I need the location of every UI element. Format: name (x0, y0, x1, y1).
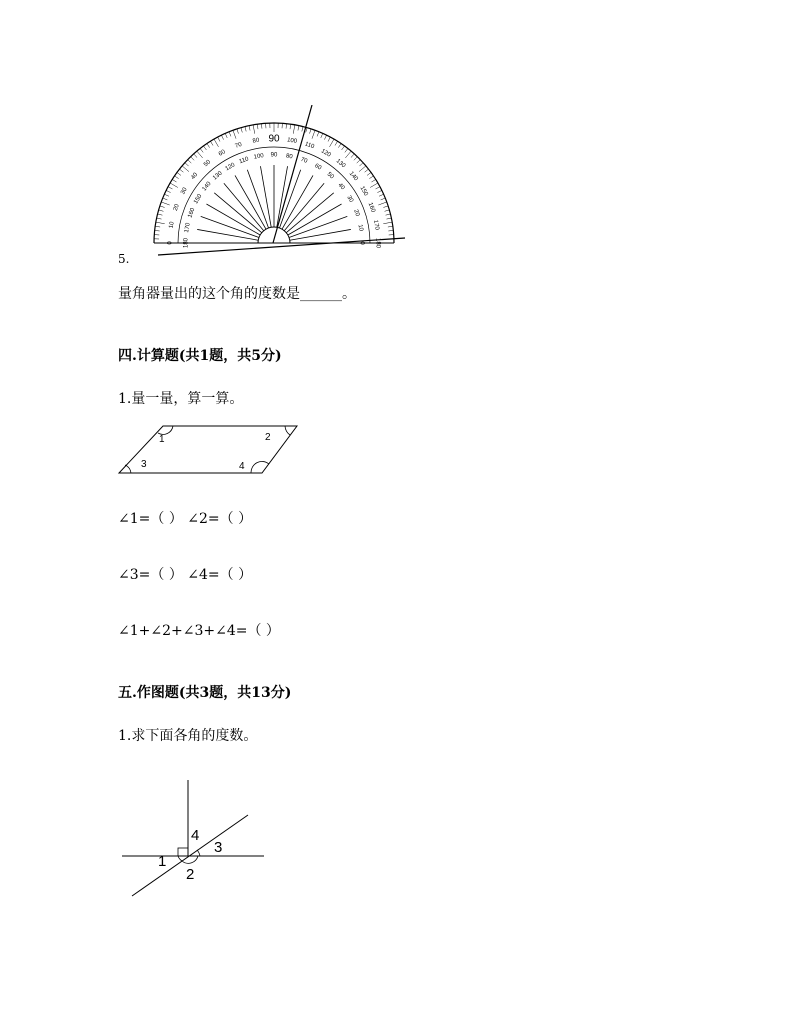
protractor-radial-line (289, 216, 347, 237)
protractor-outer-label: 120 (319, 148, 332, 159)
protractor-tick (225, 133, 227, 138)
protractor-tick (351, 154, 354, 158)
protractor-tick (321, 133, 323, 138)
protractor-tick (188, 160, 192, 163)
protractor-radial-line (260, 166, 271, 227)
angle-ray-base (158, 238, 405, 255)
protractor-outer-label: 160 (366, 201, 376, 214)
angle-arc-2 (285, 426, 290, 435)
protractor-tick (385, 210, 390, 211)
protractor-radial-line (290, 229, 351, 240)
protractor-inner-label: 150 (193, 193, 204, 206)
protractor-tick (261, 124, 262, 129)
section-4-question-1-prompt: 1.量一量，算一算。 (118, 391, 244, 407)
protractor-tick (372, 179, 376, 182)
protractor-tick (253, 125, 255, 134)
protractor-tick (370, 183, 378, 188)
protractor-outer-label: 0 (167, 241, 174, 245)
protractor-inner-label: 80 (285, 153, 293, 161)
protractor-tick (381, 198, 386, 200)
protractor-inner-label: 100 (253, 153, 265, 161)
protractor-inner-label: 130 (212, 170, 224, 182)
protractor-outer-label: 90 (268, 133, 280, 145)
figure-angle-label-3: 3 (214, 839, 223, 856)
section-4-heading: 四.计算题(共1题，共5分) (118, 348, 282, 364)
angle-ray-side (270, 105, 312, 243)
protractor-tick (383, 222, 392, 224)
protractor-tick (338, 144, 341, 148)
protractor-inner-label: 160 (187, 207, 197, 219)
protractor-tick (335, 141, 338, 145)
protractor-outer-label: 50 (203, 159, 213, 169)
protractor-tick (310, 129, 312, 134)
protractor-tick (369, 176, 373, 179)
protractor-outer-label: 60 (217, 149, 227, 158)
parallelogram-figure (115, 422, 305, 480)
angle-label-1: 1 (159, 434, 165, 445)
angle-answer-line-1: ∠1=（ ） ∠2=（ ） (118, 511, 253, 527)
protractor-tick (166, 190, 170, 192)
protractor-tick (158, 214, 163, 215)
protractor-inner-label: 10 (356, 224, 364, 232)
protractor-tick (155, 226, 160, 227)
protractor-tick (170, 183, 178, 188)
protractor-inner-label: 70 (299, 156, 309, 165)
angle-arc-1 (178, 856, 182, 861)
protractor-inner-label: 60 (313, 163, 323, 172)
protractor-tick (377, 190, 381, 192)
intersecting-lines-figure (118, 778, 270, 900)
protractor-outer-label: 20 (172, 203, 181, 212)
protractor-tick (182, 166, 189, 172)
protractor-tick (218, 137, 220, 141)
figure-angle-label-1: 1 (158, 853, 167, 870)
protractor-tick (376, 187, 380, 189)
protractor-tick (379, 194, 384, 196)
protractor-tick (386, 218, 391, 219)
protractor-outer-label: 150 (358, 185, 369, 198)
protractor-inner-label: 110 (238, 156, 250, 166)
protractor-tick (160, 206, 165, 208)
protractor-inner-label: 90 (270, 152, 278, 159)
protractor-tick (229, 132, 231, 137)
protractor-tick (207, 144, 210, 148)
protractor-tick (302, 127, 303, 132)
protractor-tick (233, 130, 236, 138)
right-angle-marker (178, 848, 188, 856)
figure-angle-label-2: 2 (186, 866, 195, 883)
protractor-outer-label: 70 (234, 141, 243, 150)
protractor-inner-label: 170 (184, 222, 192, 234)
protractor-outer-label: 170 (372, 219, 380, 231)
protractor-tick (177, 172, 181, 175)
protractor-tick (286, 124, 287, 129)
protractor-outer-label: 140 (347, 170, 359, 183)
protractor-radial-line (279, 170, 300, 228)
protractor-inner-label: 140 (201, 181, 213, 193)
protractor-inner-label: 40 (336, 182, 346, 192)
figure-angle-label-4: 4 (191, 827, 200, 844)
protractor-tick (354, 157, 357, 161)
protractor-tick (365, 169, 369, 172)
question-5-text: 量角器量出的这个角的度数是______。 (118, 286, 356, 302)
protractor-outer-label: 110 (303, 141, 315, 151)
angle-label-2: 2 (265, 432, 271, 443)
protractor-tick (383, 206, 388, 208)
protractor-tick (359, 163, 363, 166)
protractor-tick (161, 202, 169, 205)
protractor-tick (157, 218, 162, 219)
angle-arc-3 (197, 850, 200, 856)
protractor-tick (342, 146, 345, 150)
protractor-tick (293, 125, 295, 134)
protractor-inner-label: 30 (345, 194, 354, 204)
protractor-outer-label: 80 (252, 137, 260, 145)
protractor-tick (324, 135, 326, 139)
protractor-tick (175, 176, 179, 179)
protractor-tick (378, 202, 386, 205)
protractor-tick (249, 126, 250, 131)
protractor-radial-line (197, 229, 258, 240)
protractor-tick (312, 130, 315, 138)
protractor-tick (345, 148, 348, 152)
protractor-tick (345, 151, 351, 158)
protractor-inner-label: 0 (358, 241, 365, 245)
protractor-tick (168, 187, 172, 189)
protractor-tick (159, 210, 164, 211)
protractor-tick (388, 230, 393, 231)
protractor-tick (155, 230, 160, 231)
protractor-figure (140, 105, 410, 260)
protractor-tick (185, 163, 189, 166)
protractor-outer-label: 10 (168, 221, 176, 229)
protractor-tick (237, 129, 239, 134)
protractor-tick (388, 226, 393, 227)
protractor-tick (214, 139, 219, 147)
protractor-outer-label: 40 (190, 172, 200, 182)
protractor-tick (163, 198, 168, 200)
protractor-inner-label: 20 (352, 208, 361, 218)
protractor-radial-line (247, 170, 268, 228)
protractor-outer-label: 180 (374, 237, 381, 249)
protractor-tick (221, 135, 223, 139)
protractor-tick (172, 179, 176, 182)
protractor-tick (317, 132, 319, 137)
protractor-tick (179, 169, 183, 172)
protractor-inner-label: 180 (183, 237, 190, 249)
section-5-question-1-prompt: 1.求下面各角的度数。 (118, 728, 258, 744)
protractor-tick (386, 214, 391, 215)
protractor-tick (257, 124, 258, 129)
protractor-tick (330, 139, 335, 147)
protractor-outer-label: 30 (180, 186, 189, 196)
protractor-tick (359, 166, 366, 172)
protractor-tick (241, 128, 242, 133)
angle-label-4: 4 (239, 461, 245, 472)
protractor-tick (197, 151, 203, 158)
protractor-tick (298, 126, 299, 131)
question-5-number: 5. (118, 252, 130, 266)
protractor-tick (245, 127, 246, 132)
angle-answer-line-3: ∠1+∠2+∠3+∠4=（ ） (118, 623, 280, 639)
angle-label-3: 3 (141, 459, 147, 470)
protractor-inner-label: 50 (325, 171, 335, 181)
protractor-tick (210, 141, 213, 145)
protractor-outer-label: 130 (334, 158, 347, 170)
protractor-tick (200, 148, 203, 152)
protractor-inner-label: 120 (224, 162, 237, 173)
protractor-tick (156, 222, 165, 224)
protractor-radial-line (201, 216, 259, 237)
protractor-tick (367, 172, 371, 175)
section-5-heading: 五.作图题(共3题，共13分) (118, 685, 292, 701)
angle-answer-line-2: ∠3=（ ） ∠4=（ ） (118, 567, 253, 583)
protractor-tick (164, 194, 169, 196)
protractor-tick (194, 154, 197, 158)
protractor-tick (191, 157, 194, 161)
protractor-tick (203, 146, 206, 150)
protractor-tick (290, 124, 291, 129)
protractor-outer-label: 100 (286, 137, 298, 145)
protractor-tick (357, 160, 361, 163)
protractor-tick (328, 137, 330, 141)
protractor-scale (154, 105, 405, 255)
